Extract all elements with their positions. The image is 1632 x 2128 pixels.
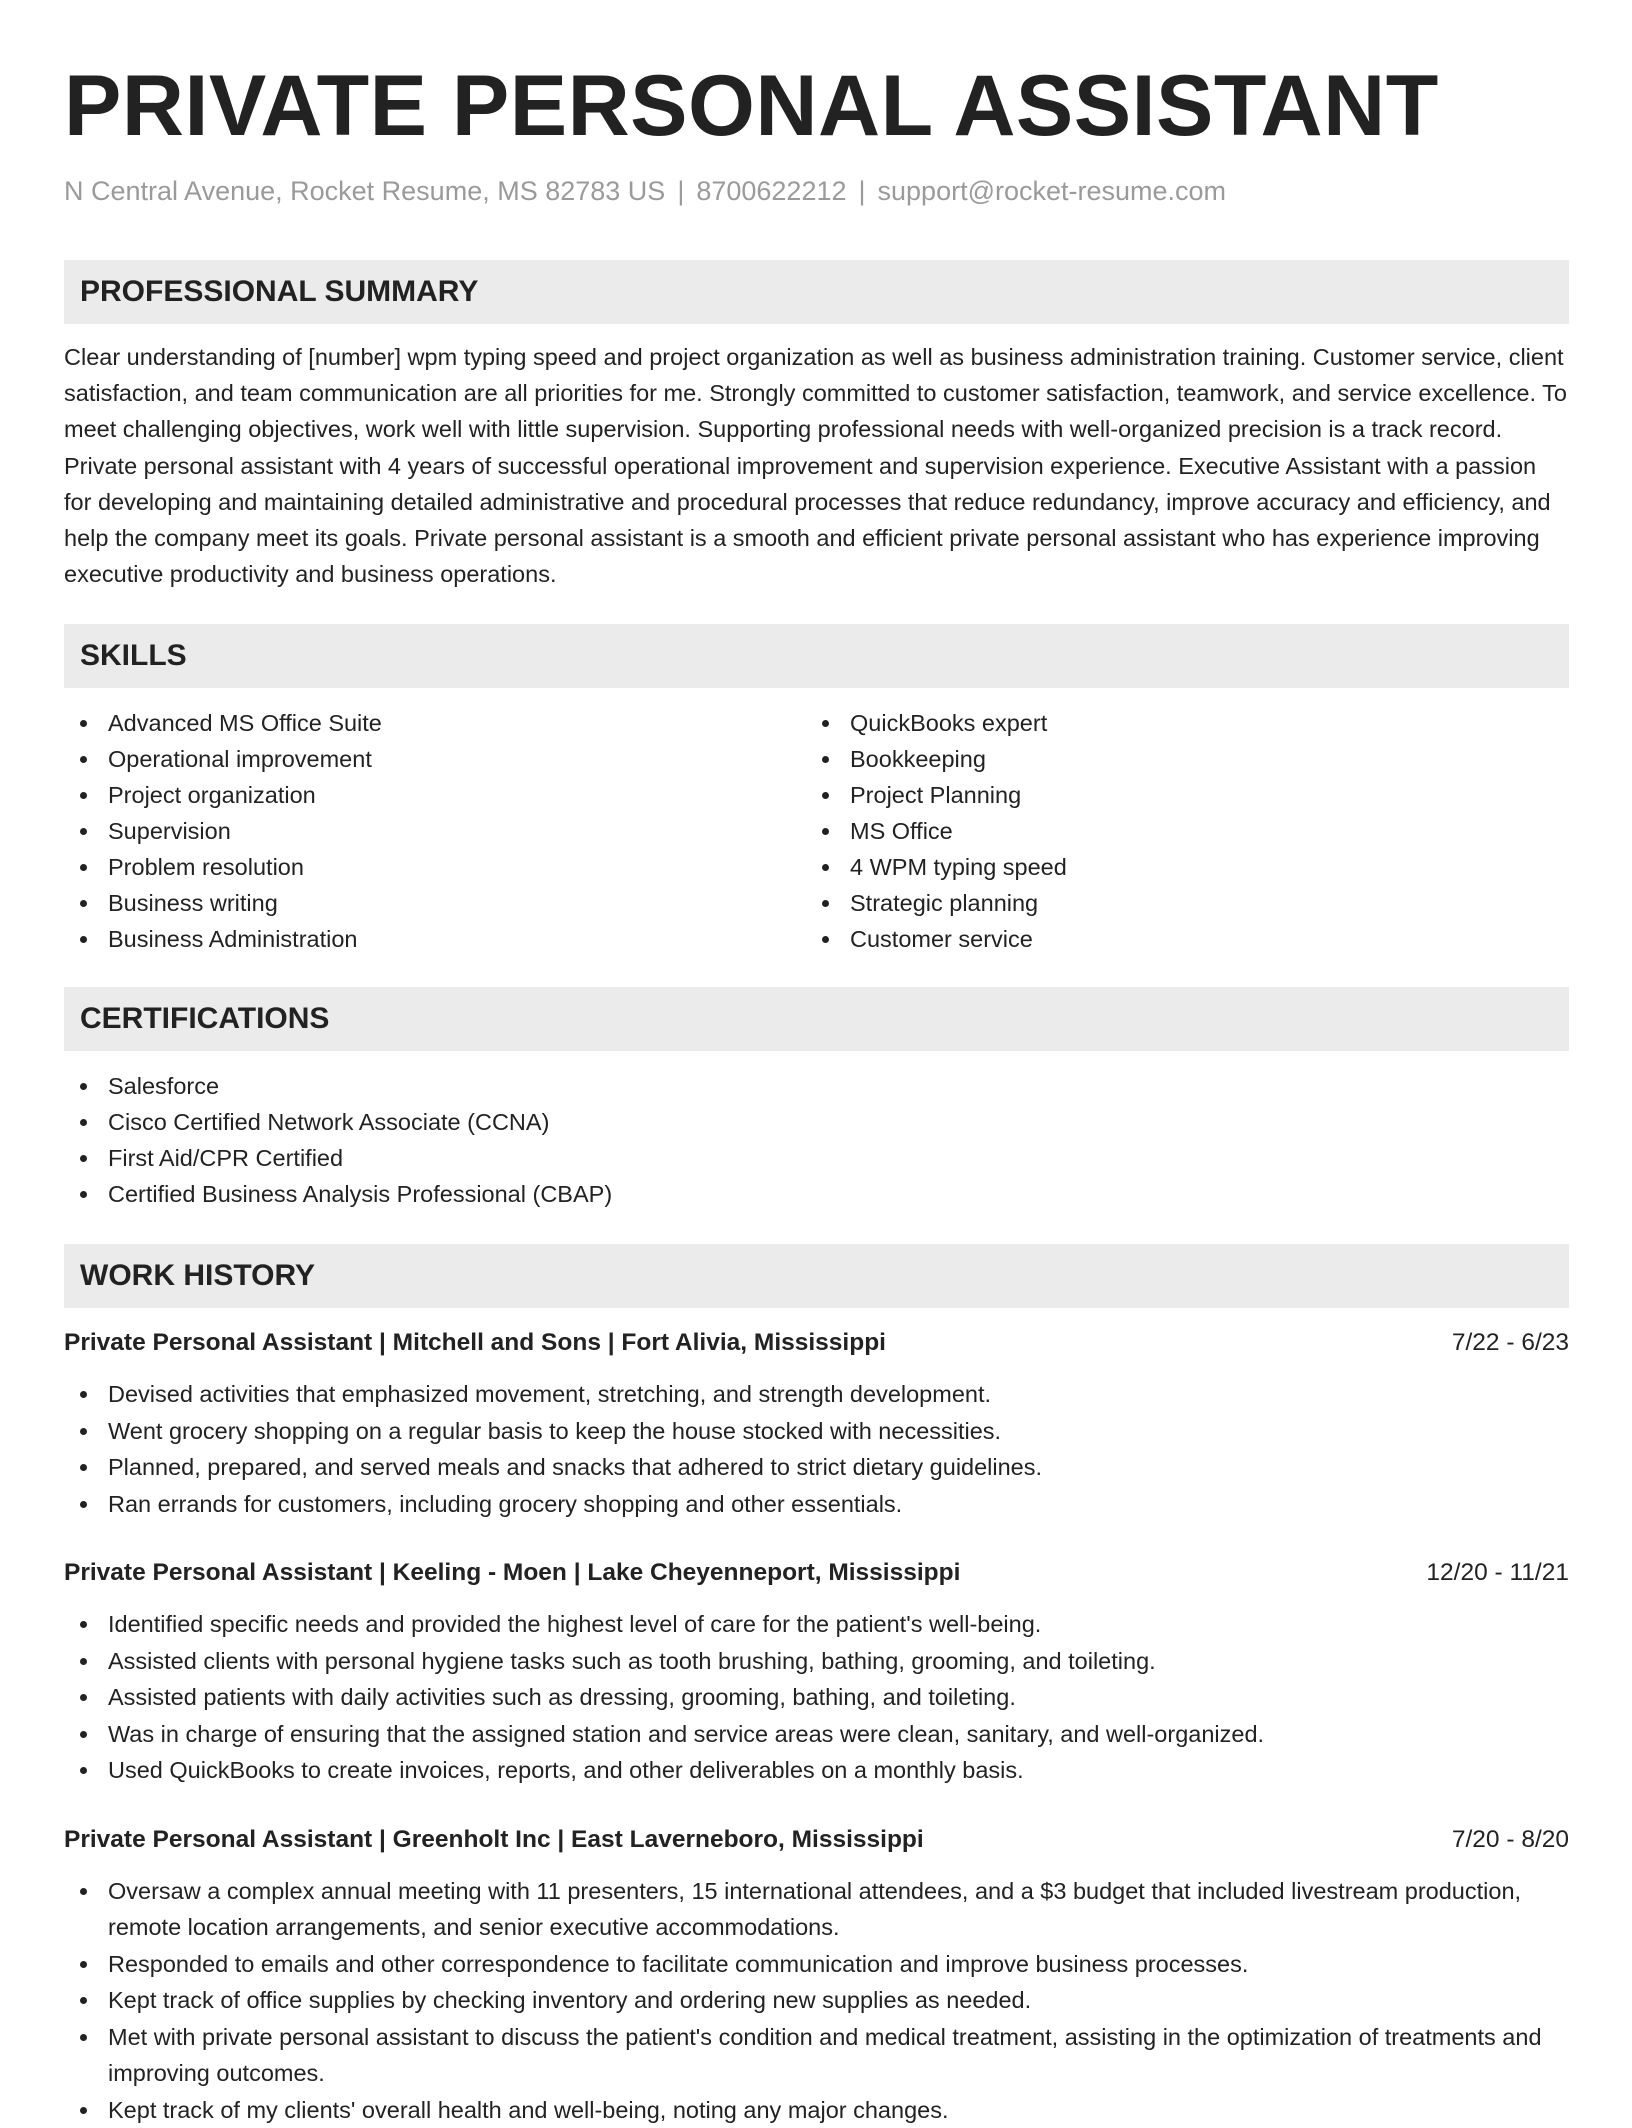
skill-item: Operational improvement [64, 741, 806, 777]
resume-name: PRIVATE PERSONAL ASSISTANT [64, 58, 1439, 154]
skill-item: Advanced MS Office Suite [64, 705, 806, 741]
job-bullet: Responded to emails and other correspondence to facilitate communication and improve business processes. [64, 1946, 1569, 1983]
section-header-skills: SKILLS [64, 624, 1569, 688]
skill-item: Business Administration [64, 921, 806, 957]
job-bullet: Identified specific needs and provided the highest level of care for the patient's well-being. [64, 1606, 1569, 1643]
skill-item: Business writing [64, 885, 806, 921]
job-bullet: Used QuickBooks to create invoices, reports, and other deliverables on a monthly basis. [64, 1752, 1569, 1789]
job-title-row [64, 1823, 1569, 1857]
resume-page [64, 0, 1569, 2128]
job-bullet-list [64, 1606, 1569, 1789]
skill-item: Bookkeeping [806, 741, 1548, 777]
job-title-row [64, 1556, 1569, 1590]
job-bullet: Met with private personal assistant to discuss the patient's condition and medical treatment, assisting in the optimization of treatments and improving outcomes. [64, 2019, 1569, 2092]
skill-item: Problem resolution [64, 849, 806, 885]
job-bullet: Devised activities that emphasized movement, stretching, and strength development. [64, 1376, 1569, 1413]
section-header-work-history: WORK HISTORY [64, 1244, 1569, 1308]
job-entry [64, 1326, 1569, 1522]
job-bullet: Was in charge of ensuring that the assigned station and service areas were clean, sanitary, and well-organized. [64, 1716, 1569, 1753]
job-dates: 12/20 - 11/21 [1426, 1559, 1569, 1587]
job-title: Private Personal Assistant | Mitchell and Sons | Fort Alivia, Mississippi [64, 1329, 886, 1357]
certification-item: First Aid/CPR Certified [64, 1140, 1569, 1176]
job-bullet: Kept track of my clients' overall health and well-being, noting any major changes. [64, 2092, 1569, 2128]
skill-item: 4 WPM typing speed [806, 849, 1548, 885]
skill-item: QuickBooks expert [806, 705, 1548, 741]
job-bullet: Assisted clients with personal hygiene tasks such as tooth brushing, bathing, grooming, and toileting. [64, 1643, 1569, 1680]
contact-line [64, 174, 1569, 208]
skill-item: Strategic planning [806, 885, 1548, 921]
section-header-summary: PROFESSIONAL SUMMARY [64, 260, 1569, 324]
job-entry [64, 1823, 1569, 2128]
job-title: Private Personal Assistant | Greenholt Inc | East Laverneboro, Mississippi [64, 1825, 924, 1853]
job-bullet: Ran errands for customers, including grocery shopping and other essentials. [64, 1486, 1569, 1523]
contact-address: N Central Avenue, Rocket Resume, MS 82783 US [64, 176, 666, 206]
contact-phone: 8700622212 [696, 176, 847, 206]
job-bullet: Planned, prepared, and served meals and snacks that adhered to strict dietary guidelines. [64, 1449, 1569, 1486]
job-bullet: Kept track of office supplies by checking inventory and ordering new supplies as needed. [64, 1982, 1569, 2019]
skill-item: Customer service [806, 921, 1548, 957]
job-title: Private Personal Assistant | Keeling - Moen | Lake Cheyenneport, Mississippi [64, 1559, 961, 1587]
job-bullet: Went grocery shopping on a regular basis to keep the house stocked with necessities. [64, 1413, 1569, 1450]
job-dates: 7/22 - 6/23 [1451, 1329, 1569, 1357]
job-title-row [64, 1326, 1569, 1360]
skill-item: MS Office [806, 813, 1548, 849]
job-dates: 7/20 - 8/20 [1451, 1825, 1569, 1853]
job-bullet: Assisted patients with daily activities such as dressing, grooming, bathing, and toileting. [64, 1679, 1569, 1716]
section-header-certifications: CERTIFICATIONS [64, 987, 1569, 1051]
skills-grid [64, 705, 1569, 957]
job-bullet-list [64, 1376, 1569, 1522]
skill-item: Project Planning [806, 777, 1548, 813]
job-bullet-list [64, 1873, 1569, 2128]
certification-item: Cisco Certified Network Associate (CCNA) [64, 1104, 1569, 1140]
job-bullet: Oversaw a complex annual meeting with 11 presenters, 15 international attendees, and a $3 budget that included livestream production, remote location arrangements, and senior executive accommodations. [64, 1873, 1569, 1946]
skills-column-right [806, 705, 1548, 957]
contact-email: support@rocket-resume.com [877, 176, 1227, 206]
skill-item: Supervision [64, 813, 806, 849]
summary-text: Clear understanding of [number] wpm typing speed and project organization as well as business administration training. Customer service, client satisfaction, and team communication are all priorities for me. Strongly committed to customer satisfaction, teamwork, and service excellence. To meet challenging objectives, work well with little supervision. Supporting professional needs with well-organized precision is a track record. Private personal assistant with 4 years of successful operational improvement and supervision experience. Executive Assistant with a passion for developing and maintaining detailed administrative and procedural processes that reduce redundancy, improve accuracy and efficiency, and help the company meet its goals. Private personal assistant is a smooth and efficient private personal assistant who has experience improving executive productivity and business operations. [64, 344, 1567, 588]
contact-separator: | [677, 176, 685, 206]
certification-list [64, 1068, 1569, 1212]
certification-item: Salesforce [64, 1068, 1569, 1104]
job-entry [64, 1556, 1569, 1789]
skill-item: Project organization [64, 777, 806, 813]
skills-column-left [64, 705, 806, 957]
certification-item: Certified Business Analysis Professional (CBAP) [64, 1176, 1569, 1212]
contact-separator: | [858, 176, 866, 206]
